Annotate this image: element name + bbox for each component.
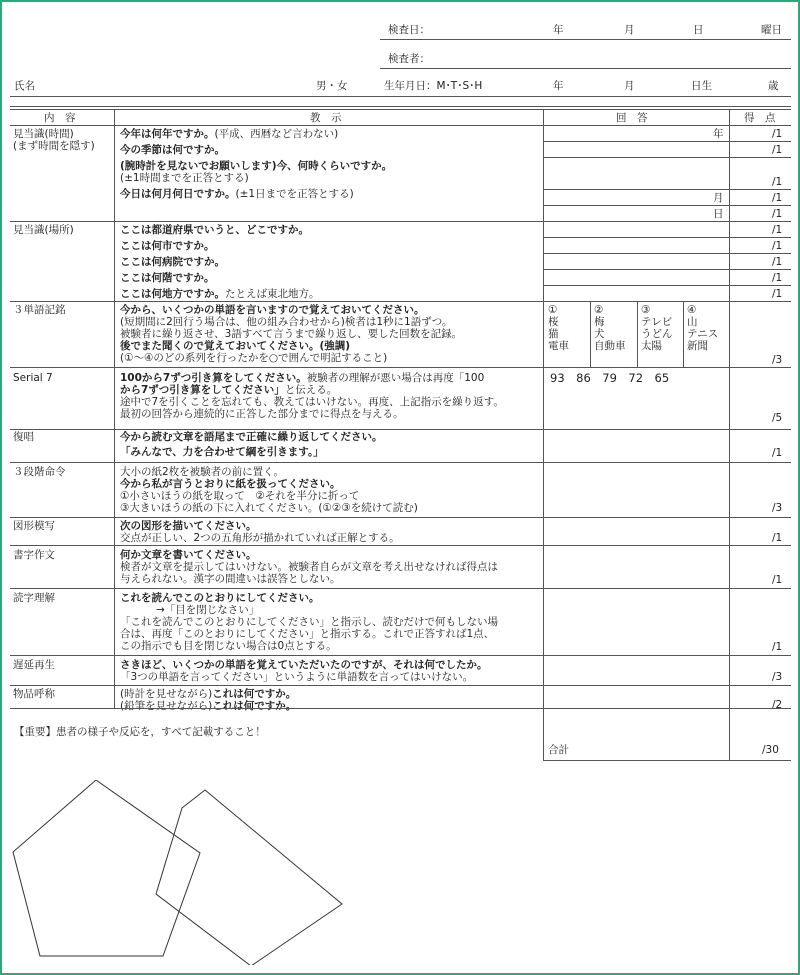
instruction-line: 今から読む文章を語尾まで正確に繰り返してください。: [120, 431, 383, 443]
word: 自動車: [594, 340, 626, 352]
instruction-line: 何か文章を書いてください。: [120, 549, 257, 561]
row-label-command: ３段階命令: [13, 466, 66, 478]
note: 合は、再度「このとおりにしてください」と指示する。これで正答すれば1点、: [120, 628, 495, 640]
score: /1: [772, 128, 783, 140]
question-floor: ここは何階ですか。: [120, 272, 215, 284]
instruction-line: 後でまた聞くので覚えておいてください。(強調): [120, 340, 351, 352]
instruction-command: [120, 466, 544, 514]
set-number: ②: [594, 304, 604, 316]
note: (①～④のどの系列を行ったかを○で囲んで明記すること): [120, 352, 388, 364]
name-label: 氏名: [14, 80, 35, 92]
note: 最初の回答から連続的に正答した部分までに得点を与える。: [120, 408, 404, 420]
note: 「3つの単語を言ってください」というように単語数を言ってはいけない。: [120, 671, 474, 683]
question-date: 今日は何月何日ですか。: [120, 188, 236, 200]
note: 交点が正しい、2つの五角形が描かれていれば正解とする。: [120, 532, 400, 544]
column-score: 得 点: [744, 112, 776, 124]
word: 犬: [594, 328, 605, 340]
set-number: ④: [687, 304, 697, 316]
question-season: 今の季節は何ですか。: [120, 144, 225, 156]
row-label-recall: 遅延再生: [13, 659, 55, 671]
score: /1: [772, 641, 783, 653]
exam-weekday-label: 曜日: [761, 24, 782, 36]
row-label-repetition: 復唱: [13, 431, 34, 443]
column-answer: 回 答: [616, 112, 648, 124]
row-label-orientation-place: 見当識(場所): [13, 224, 74, 236]
instruction-line: 次の図形を描いてください。: [120, 520, 257, 532]
row-sublabel: (まず時間を隠す): [13, 140, 95, 152]
pentagon-right: [156, 790, 342, 965]
instruction-writing: [120, 549, 544, 585]
examiner-label: 検査者：: [388, 53, 430, 65]
note: と伝える。: [284, 384, 338, 396]
exam-year-label: 年: [553, 24, 564, 36]
birth-year-label: 年: [553, 80, 564, 92]
note: 被験者に繰り返させ、3語すべて言うまで繰り返し、要した回数を記録。: [120, 328, 463, 340]
score: /1: [772, 192, 783, 204]
score: /1: [772, 574, 783, 586]
intersecting-pentagons-figure: [10, 780, 370, 965]
set-number: ①: [548, 304, 558, 316]
instruction-line: から7ずつ引き算をしてください」: [120, 384, 285, 396]
sex-label: 男・女: [316, 80, 348, 92]
score: /1: [772, 447, 783, 459]
word: 桜: [548, 316, 559, 328]
instruction-serial7: [120, 372, 544, 420]
word: 山: [687, 316, 698, 328]
note: この指示でも目を閉じない場合は0点とする。: [120, 640, 337, 652]
note: 被験者の理解が悪い場合は再度「100: [306, 372, 485, 384]
answer-month-unit: 月: [713, 192, 724, 204]
instruction-repetition: [120, 431, 544, 458]
word-set-2: [594, 304, 626, 352]
note: (平成、西暦など言わない): [214, 128, 339, 140]
note: (±1日までを正答とする): [235, 188, 354, 200]
word: 新聞: [687, 340, 708, 352]
score: /1: [772, 272, 783, 284]
note: (鉛筆を見せながら): [120, 700, 213, 712]
note: 検者が文章を提示してはいけない。被験者自らが文章を考え出せなければ得点は: [120, 561, 498, 573]
note: →「目を閉じなさい」: [156, 604, 260, 616]
word: うどん: [641, 328, 673, 340]
instruction-place: [120, 224, 544, 300]
word: 梅: [594, 316, 605, 328]
instruction-line: 「みんなで、力を合わせて綱を引きます。」: [120, 446, 324, 458]
score: /1: [772, 176, 783, 188]
mmse-form: [10, 10, 791, 965]
note: (±1時間までを正答とする): [120, 172, 249, 184]
instruction-line: 100から7ずつ引き算をしてください。: [120, 372, 307, 384]
row-label-reading: 読字理解: [13, 592, 55, 604]
question-city: ここは何市ですか。: [120, 240, 215, 252]
birth-month-label: 月: [624, 80, 635, 92]
answer-year-unit: 年: [713, 128, 724, 140]
score: /1: [772, 532, 783, 544]
score: /1: [772, 224, 783, 236]
column-content: 内 容: [44, 112, 76, 124]
score: /3: [772, 502, 783, 514]
answer-day-unit: 日: [713, 208, 724, 220]
score: /1: [772, 288, 783, 300]
important-note: 【重要】患者の様子や反応を，すべて記載すること！: [14, 726, 266, 738]
score: /5: [772, 412, 783, 424]
row-label-registration: ３単語記銘: [13, 304, 66, 316]
instruction-reading: [120, 592, 544, 652]
instruction-copy: [120, 520, 544, 544]
total-label: 合計: [548, 744, 569, 756]
score: /1: [772, 208, 783, 220]
instruction-line: 今から私が言うとおりに紙を扱ってください。: [120, 478, 341, 490]
serial7-answers: 93 86 79 72 65: [550, 371, 670, 385]
row-label: 見当識(時間): [13, 128, 74, 140]
note: 「これを読んでこのとおりにしてください」と指示し、読むだけで何もしない場: [120, 616, 498, 628]
row-label-copy: 図形模写: [13, 520, 55, 532]
row-label-serial7: Serial 7: [13, 372, 53, 384]
set-number: ③: [641, 304, 651, 316]
word: 電車: [548, 340, 569, 352]
instruction-time: [120, 128, 544, 200]
note: 与えられない。漢字の間違いは誤答としない。: [120, 573, 341, 585]
exam-month-label: 月: [624, 24, 635, 36]
question-watch: これは何ですか。: [212, 688, 297, 700]
age-label: 歳: [768, 80, 779, 92]
question-pencil: これは何ですか。: [212, 700, 297, 712]
note: ③大きいほうの紙の下に入れてください。(①②③を続けて読む): [120, 502, 418, 514]
word: テレビ: [641, 316, 673, 328]
exam-day-label: 日: [693, 24, 704, 36]
word: 太陽: [641, 340, 662, 352]
score: /1: [772, 256, 783, 268]
instruction-line: 今から、いくつかの単語を言いますので覚えておいてください。: [120, 304, 425, 316]
instruction-recall: [120, 659, 544, 683]
column-instruction: 教 示: [310, 112, 342, 124]
pentagon-left: [13, 780, 200, 956]
instruction-line: さきほど、いくつかの単語を覚えていただいたのですが、それは何でしたか。: [120, 659, 488, 671]
row-label-writing: 書字作文: [13, 549, 55, 561]
question-time: (腕時計を見ないでお願いします)今、何時くらいですか。: [120, 160, 393, 172]
total-score: /30: [762, 744, 779, 756]
instruction-registration: [120, 304, 544, 364]
score: /1: [772, 144, 783, 156]
score: /3: [772, 671, 783, 683]
score: /2: [772, 699, 783, 711]
birthdate-label: 生年月日：M･T･S･H: [384, 80, 483, 92]
question-year: 今年は何年ですか。: [120, 128, 215, 140]
word-set-3: [641, 304, 673, 352]
note: 大小の紙2枚を被験者の前に置く。: [120, 466, 284, 478]
note: たとえば東北地方。: [225, 288, 320, 300]
note: (短期間に2回行う場合は、他の組み合わせから)検者は1秒に1語ずつ。: [120, 316, 453, 328]
note: (時計を見せながら): [120, 688, 213, 700]
score: /1: [772, 240, 783, 252]
note: ①小さいほうの紙を取って ②それを半分に折って: [120, 490, 360, 502]
word-set-4: [687, 304, 718, 352]
exam-date-label: 検査日：: [388, 24, 430, 36]
word: 猫: [548, 328, 559, 340]
word-set-1: [548, 304, 569, 352]
note: 途中で7を引くことを忘れても、教えてはいけない。再度、上記指示を繰り返す。: [120, 396, 504, 408]
question-region: ここは何地方ですか。: [120, 288, 225, 300]
question-prefecture: ここは都道府県でいうと、どこですか。: [120, 224, 309, 236]
instruction-line: これを読んでこのとおりにしてください。: [120, 592, 320, 604]
birth-day-label: 日生: [691, 80, 712, 92]
row-label-naming: 物品呼称: [13, 688, 55, 700]
word: テニス: [687, 328, 719, 340]
question-hospital: ここは何病院ですか。: [120, 256, 225, 268]
score: /3: [772, 354, 783, 366]
